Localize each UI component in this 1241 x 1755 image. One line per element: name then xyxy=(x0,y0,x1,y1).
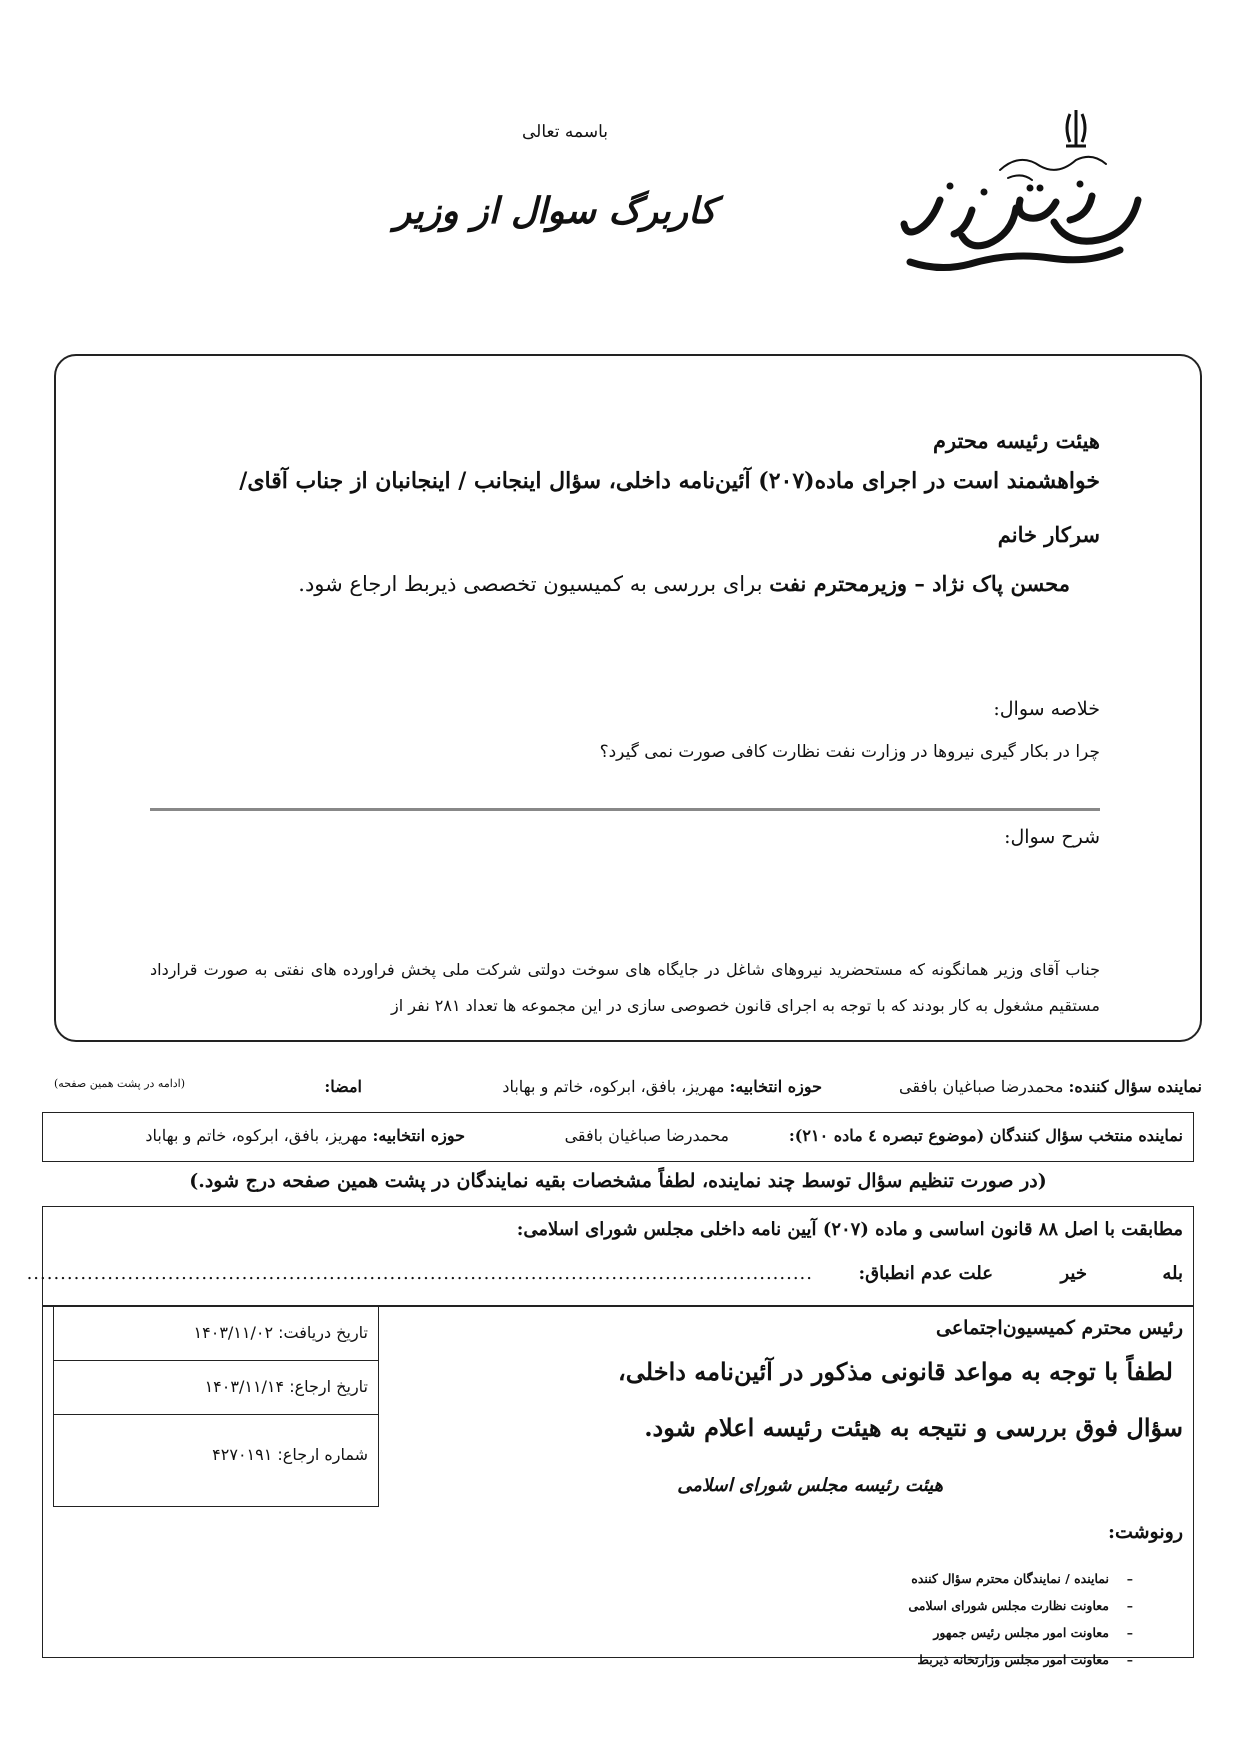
multi-rep-note: (در صورت تنظیم سؤال توسط چند نماینده، لطفاً مشخصات بقیه نمایندگان در پشت همین صفحه درج شود.) xyxy=(189,1170,1047,1192)
compliance-title: مطابقت با اصل ۸۸ قانون اساسی و ماده (۲۰۷) آیین نامه داخلی مجلس شورای اسلامی: xyxy=(516,1219,1183,1240)
cc-item: – معاونت امور مجلس رئیس جمهور xyxy=(908,1619,1133,1646)
parliament-logo xyxy=(880,100,1160,280)
description-title: شرح سوال: xyxy=(1004,826,1100,848)
minister-line xyxy=(298,571,1070,596)
cc-item: – معاونت امور مجلس وزارتخانه ذیربط xyxy=(908,1646,1133,1673)
divider xyxy=(150,808,1100,811)
referral-date-cell xyxy=(54,1361,378,1415)
basmala: باسمه تعالی xyxy=(522,122,608,142)
salutation-line: سرکار خانم xyxy=(997,522,1100,547)
noncompliance-reason-label: علت عدم انطباق: xyxy=(858,1263,993,1284)
questioner-info xyxy=(899,1077,1202,1096)
commission-title: رئیس محترم کمیسیون‌اجتماعی xyxy=(936,1317,1183,1339)
district-info xyxy=(502,1077,822,1096)
compliance-no: خیر xyxy=(1060,1263,1087,1284)
selected-rep-name: محمدرضا صباغیان بافقی xyxy=(564,1126,729,1145)
request-line: خواهشمند است در اجرای ماده(۲۰۷) آئین‌نامه داخلی، سؤال اینجانب / اینجانبان از جناب آقای/ xyxy=(239,468,1100,494)
selected-rep-district-value: مهریز، بافق، ابرکوه، خاتم و بهاباد xyxy=(145,1126,373,1145)
parliament-emblem-icon xyxy=(880,100,1160,280)
questioner-label: نماینده سؤال کننده: xyxy=(1068,1077,1202,1096)
reason-blank: ..................................................................................................................... xyxy=(26,1263,813,1284)
received-date-cell xyxy=(54,1307,378,1361)
form-title: کاربرگ سوال از وزیر xyxy=(393,190,717,232)
referral-number-cell xyxy=(54,1415,378,1507)
cc-item: – نماینده / نمایندگان محترم سؤال کننده xyxy=(908,1565,1133,1592)
referral-number: شماره ارجاع: ۴۲۷۰۱۹۱ xyxy=(212,1445,368,1464)
selected-rep-district xyxy=(145,1126,465,1145)
selected-rep-label: نماینده منتخب سؤال کنندگان (موضوع تبصره ٤ ماده ٢١٠): xyxy=(788,1126,1183,1145)
question-summary: چرا در بکار گیری نیروها در وزارت نفت نظارت کافی صورت نمی گیرد؟ xyxy=(599,742,1100,762)
continued-note: (ادامه در پشت همین صفحه) xyxy=(54,1077,186,1090)
referral-box xyxy=(42,1306,1194,1667)
referral-line-2: سؤال فوق بررسی و نتیجه به هیئت رئیسه اعلام شود. xyxy=(644,1413,1183,1442)
received-date: تاریخ دریافت: ۱۴۰۳/۱۱/۰۲ xyxy=(193,1323,368,1342)
referral-line-1: لطفاً با توجه به مواعد قانونی مذکور در آئین‌نامه داخلی، xyxy=(618,1357,1173,1386)
signature-label: امضا: xyxy=(324,1077,362,1096)
selected-rep-district-label: حوزه انتخابیه: xyxy=(372,1126,465,1145)
district-value: مهریز، بافق، ابرکوه، خاتم و بهاباد xyxy=(502,1077,730,1096)
signature-row xyxy=(54,1077,1202,1107)
selected-rep-box xyxy=(42,1112,1194,1162)
compliance-yes: بله xyxy=(1162,1263,1183,1284)
cc-list xyxy=(908,1565,1133,1673)
minister-name: محسن پاک نژاد – وزیرمحترم نفت xyxy=(769,571,1070,596)
letter-box xyxy=(54,354,1202,1042)
question-description: جناب آقای وزیر همانگونه که مستحضرید نیروهای شاغل در جایگاه های سوخت دولتی شرکت ملی پخش فراورده های نفتی به صورت قرارداد مستقیم مشغول به کار بودند که با توجه به اجرای قانون خصوصی سازی در این مجموعه ها تعداد ۲۸۱ نفر از xyxy=(150,960,1100,1015)
questioner-name: محمدرضا صباغیان بافقی xyxy=(899,1077,1069,1096)
referral-request: برای بررسی به کمیسیون تخصصی ذیربط ارجاع شود. xyxy=(298,572,770,596)
cc-item: – معاونت نظارت مجلس شورای اسلامی xyxy=(908,1592,1133,1619)
summary-title: خلاصه سوال: xyxy=(993,698,1100,720)
referral-date: تاریخ ارجاع: ۱۴۰۳/۱۱/۱۴ xyxy=(204,1377,368,1396)
cc-title: رونوشت: xyxy=(1107,1521,1183,1543)
compliance-box xyxy=(26,1206,1194,1306)
greeting: هیئت رئیسه محترم xyxy=(932,428,1100,453)
dates-table xyxy=(53,1307,379,1507)
district-label: حوزه انتخابیه: xyxy=(729,1077,822,1096)
board-signature: هیئت رئیسه مجلس شورای اسلامی xyxy=(677,1475,943,1496)
